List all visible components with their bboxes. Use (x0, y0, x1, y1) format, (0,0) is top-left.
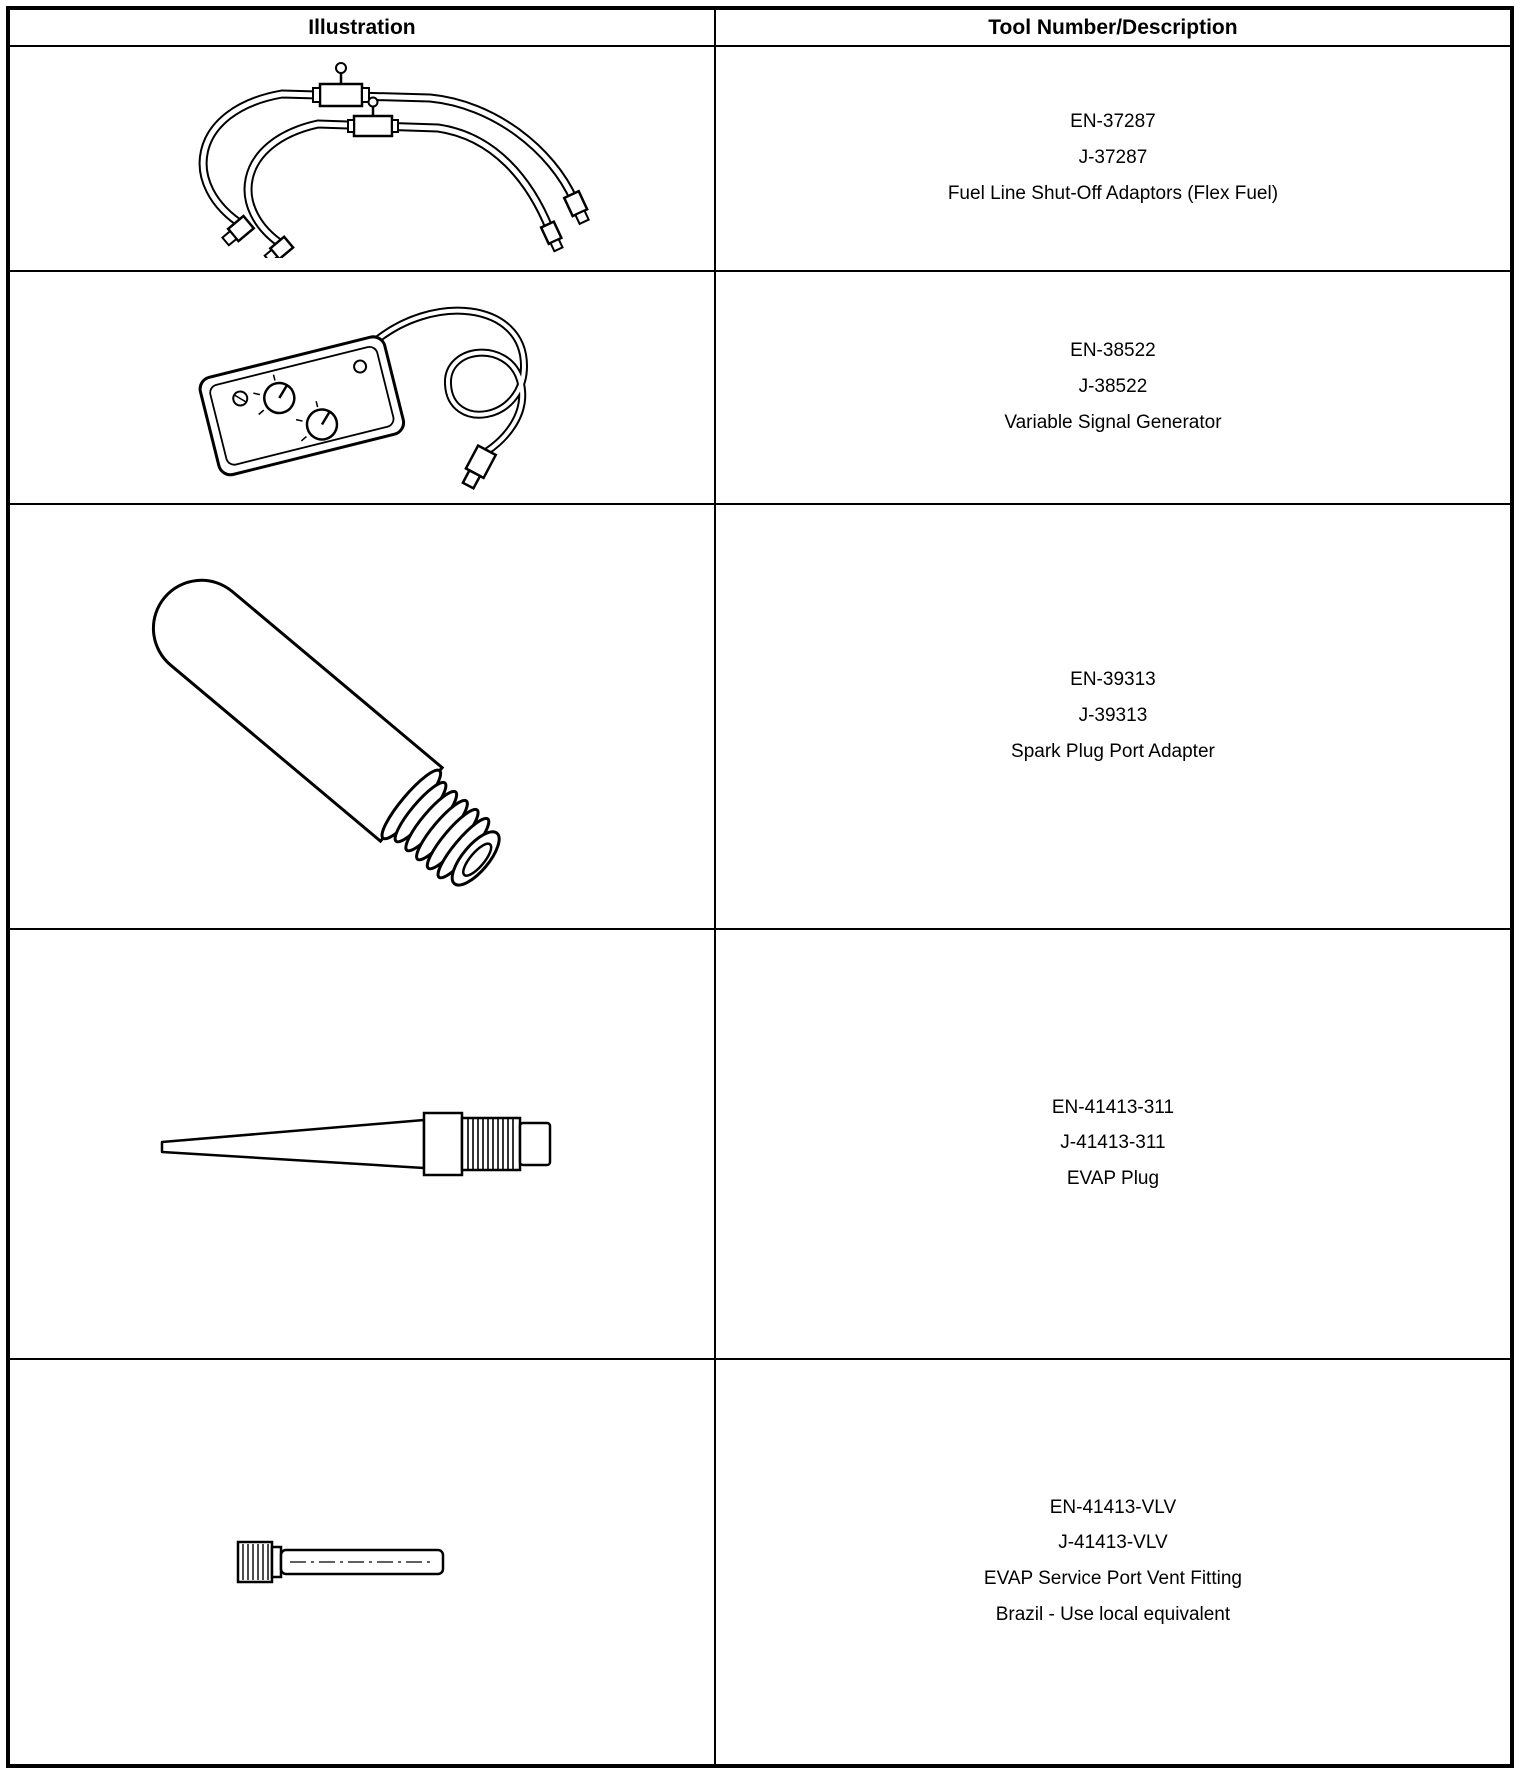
description-cell (715, 1359, 1512, 1766)
table-header (8, 8, 1512, 46)
special-tools-table (6, 6, 1514, 1768)
header-row (8, 8, 1512, 46)
header-illustration: Illustration (8, 8, 715, 46)
tool-number-en: EN-37287 (1070, 111, 1156, 133)
description-cell (715, 271, 1512, 504)
tool-description: Spark Plug Port Adapter (1011, 740, 1215, 762)
tool-description: Variable Signal Generator (1004, 411, 1222, 433)
tool-number-en: EN-38522 (1070, 339, 1156, 361)
tool-number-en: EN-41413-311 (1051, 1096, 1175, 1118)
description-cell (715, 929, 1512, 1358)
tool-row-spark-plug-port-adapter (8, 504, 1512, 929)
tool-number-en: EN-39313 (1070, 669, 1156, 691)
tool-row-evap-plug (8, 929, 1512, 1358)
tool-row-variable-signal-generator (8, 271, 1512, 504)
tool-number-j: J-39313 (1078, 704, 1148, 726)
header-tool-number-description: Tool Number/Description (715, 8, 1512, 46)
tool-number-en: EN-41413-VLV (1049, 1496, 1177, 1518)
tool-number-j: J-41413-311 (1060, 1132, 1166, 1154)
illustration-cell (8, 1359, 715, 1766)
fuel-line-shut-off-adaptors-illustration (132, 58, 592, 258)
evap-plug-illustration (152, 1094, 572, 1194)
tool-number-j: J-38522 (1078, 375, 1148, 397)
variable-signal-generator-illustration (132, 282, 592, 492)
tool-number-j: J-37287 (1078, 146, 1148, 168)
illustration-cell (8, 504, 715, 929)
tool-number-j: J-41413-VLV (1058, 1532, 1168, 1554)
description-cell (715, 46, 1512, 271)
tool-description: EVAP Service Port Vent Fitting (983, 1568, 1242, 1590)
illustration-cell (8, 271, 715, 504)
illustration-cell (8, 46, 715, 271)
description-cell (715, 504, 1512, 929)
tool-row-evap-service-port-vent-fitting (8, 1359, 1512, 1766)
tool-description: EVAP Plug (1066, 1168, 1160, 1190)
evap-service-port-vent-fitting-illustration (232, 1534, 492, 1590)
tool-row-fuel-line-adaptors (8, 46, 1512, 271)
spark-plug-port-adapter-illustration (82, 516, 642, 916)
tool-description: Fuel Line Shut-Off Adaptors (Flex Fuel) (947, 182, 1279, 204)
tool-note: Brazil - Use local equivalent (995, 1604, 1231, 1626)
illustration-cell (8, 929, 715, 1358)
